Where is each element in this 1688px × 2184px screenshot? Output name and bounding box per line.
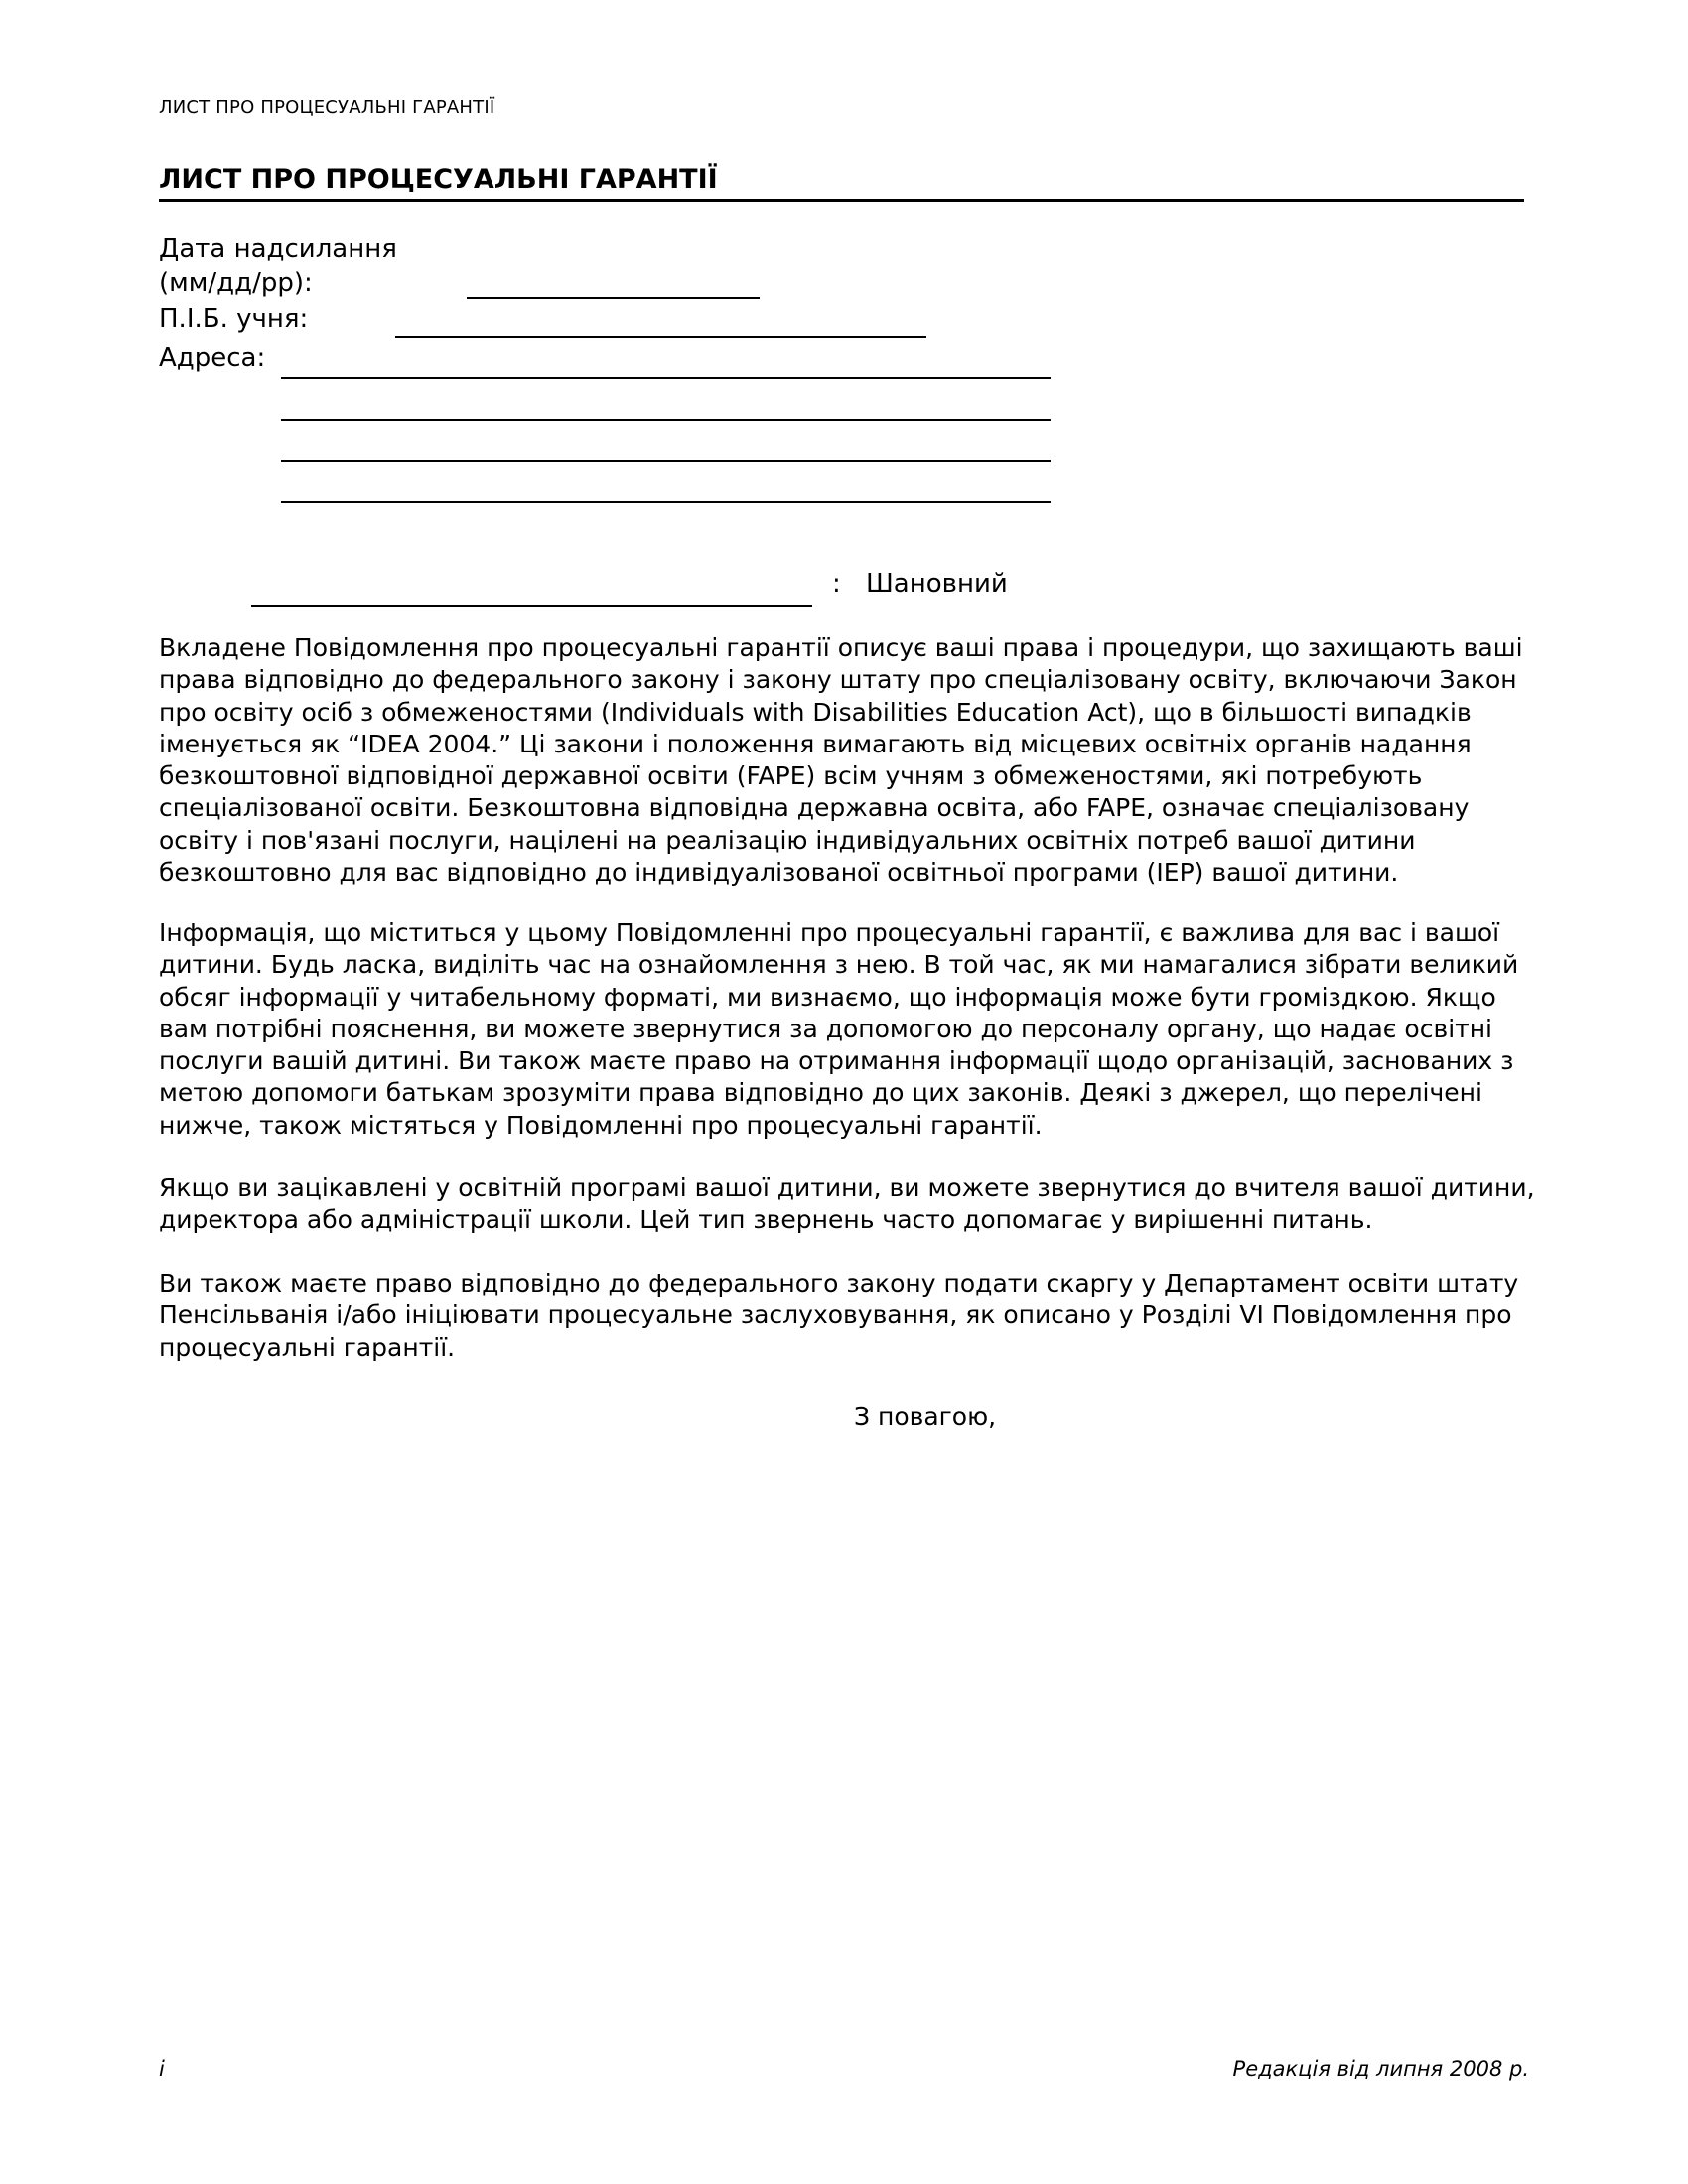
salutation-text: Шановний <box>866 569 1008 599</box>
student-name-label: П.І.Б. учня: <box>159 304 309 334</box>
date-label-line2: (мм/дд/рр): <box>159 268 313 298</box>
address-line-3[interactable] <box>281 460 1051 462</box>
date-label <box>159 232 397 300</box>
student-name-field-line[interactable] <box>395 336 926 338</box>
running-header: ЛИСТ ПРО ПРОЦЕСУАЛЬНІ ГАРАНТІЇ <box>159 97 495 118</box>
body-paragraph-3: Якщо ви зацікавлені у освітній програмі вашої дитини, ви можете звернутися до вчителя вашої дитини, директора або адміністрації школи. Цей тип звернень часто допомагає у вирішенні питань. <box>159 1173 1535 1235</box>
address-line-4[interactable] <box>281 501 1051 503</box>
body-paragraph-1: Вкладене Повідомлення про процесуальні гарантії описує ваші права і процедури, що захищають ваші права відповідно до федерального закону і закону штату про спеціалізовану освіту, включаючи Закон про освіту осіб з обмеженостями (Individuals with Disabilities Education Act), що в більшості випадків іменується як “IDEA 2004.” Ці закони і положення вимагають від місцевих освітніх органів надання безкоштовної відповідної державної освіти (FAPE) всім учням з обмеженостями, які потребують спеціалізованої освіти. Безкоштовна відповідна державна освіта, або FAPE, означає спеціалізовану освіту і пов'язані послуги, націлені на реалізацію індивідуальних освітніх потреб вашої дитини безкоштовно для вас відповідно до індивідуалізованої освітньої програми (IEP) вашої дитини. <box>159 633 1523 887</box>
closing-signoff: З повагою, <box>854 1402 997 1431</box>
salutation-name-line[interactable] <box>251 605 812 607</box>
address-label: Адреса: <box>159 343 266 373</box>
page-number: i <box>159 2057 165 2081</box>
body-paragraph-4: Ви також маєте право відповідно до федерального закону подати скаргу у Департамент освіти штату Пенсільванія і/або ініціювати процесуальне заслуховування, як описано у Розділі VI Повідомлення про процесуальні гарантії. <box>159 1269 1519 1362</box>
address-line-1[interactable] <box>281 377 1051 379</box>
revision-note: Редакція від липня 2008 р. <box>1232 2057 1529 2081</box>
body-paragraph-2: Інформація, що міститься у цьому Повідомленні про процесуальні гарантії, є важлива для вас і вашої дитини. Будь ласка, виділіть час на ознайомлення з нею. В той час, як ми намагалися зібрати великий обсяг інформації у читабельному форматі, ми визнаємо, що інформація може бути громіздкою. Якщо вам потрібні пояснення, ви можете звернутися за допомогою до персоналу органу, що надає освітні послуги вашій дитині. Ви також маєте право на отримання інформації щодо організацій, заснованих з метою допомоги батькам зрозуміти права відповідно до цих законів. Деякі з джерел, що перелічені нижче, також містяться у Повідомленні про процесуальні гарантії. <box>159 918 1519 1140</box>
date-label-line1: Дата надсилання <box>159 234 397 264</box>
page-title: ЛИСТ ПРО ПРОЦЕСУАЛЬНІ ГАРАНТІЇ <box>159 163 1524 202</box>
date-field-line[interactable] <box>467 297 760 299</box>
salutation-colon: : <box>832 569 841 599</box>
address-line-2[interactable] <box>281 419 1051 421</box>
